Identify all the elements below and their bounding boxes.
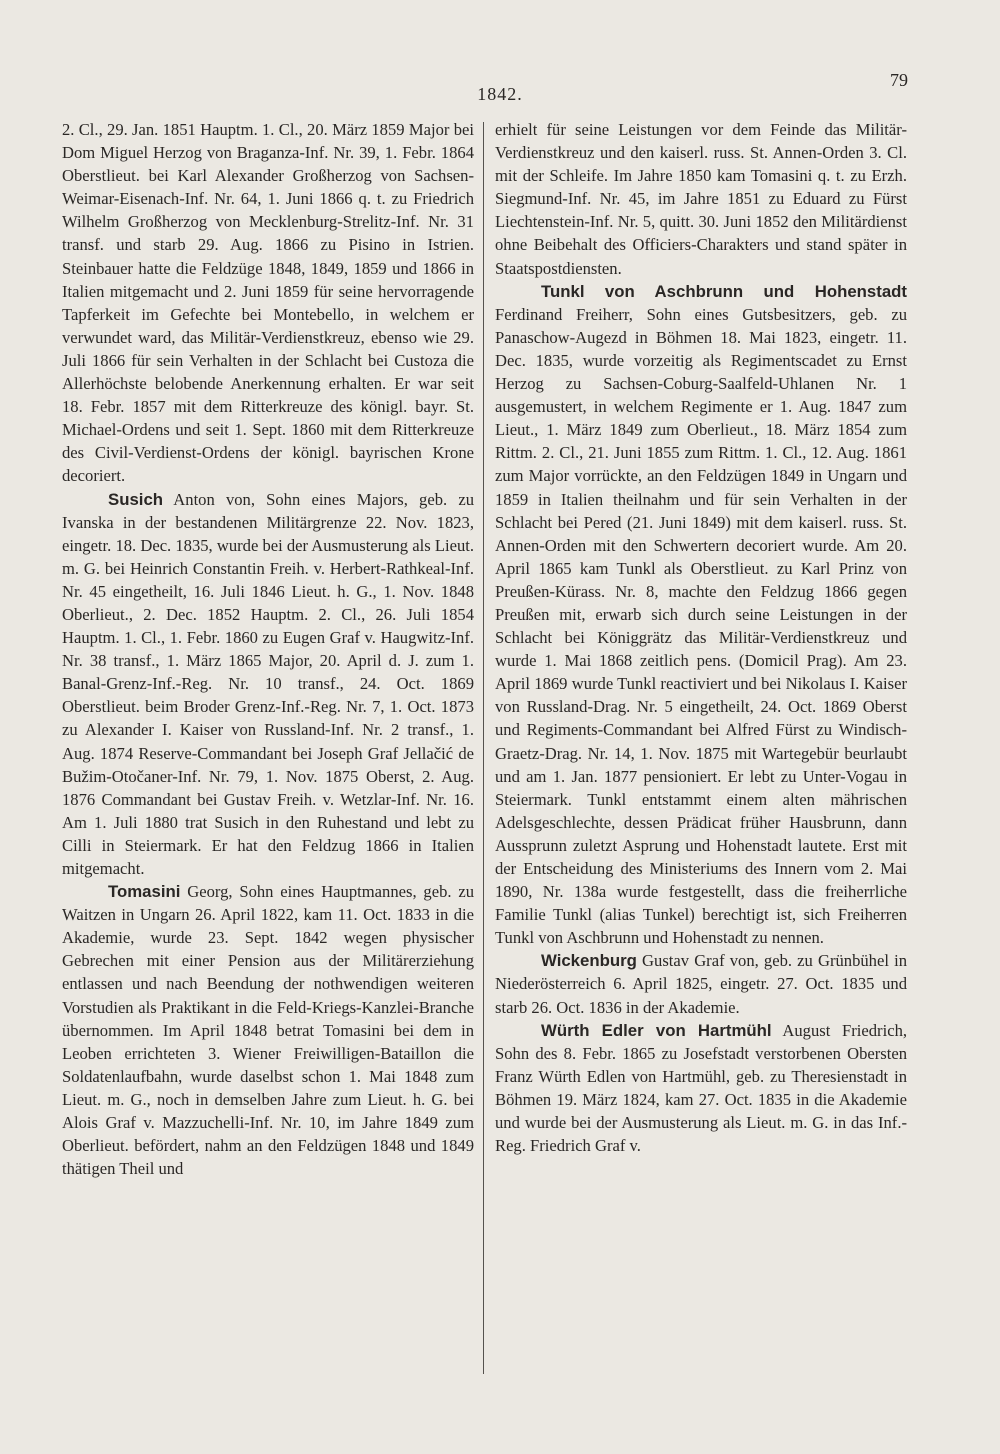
entry-name: Tomasini	[108, 882, 181, 902]
entry-name: Susich	[108, 489, 164, 509]
entry-tomasini	[62, 880, 474, 1180]
entry-name: Tunkl von Aschbrunn und Hohenstadt	[541, 281, 907, 301]
entry-wurth	[495, 1019, 907, 1158]
column-divider	[483, 122, 484, 1374]
entry-text: Anton von, Sohn eines Majors, geb. zu Ivanska in der bestandenen Militärgrenze 22. Nov. 1823, eingetr. 18. Dec. 1835, wurde bei der Ausmusterung als Lieut. m. G. bei Heinrich Constantin Freih. v. Herbert-Rathkeal-Inf. Nr. 45 eingetheilt, 16. Juli 1846 Lieut. h. G., 1. Nov. 1848 Oberlieut., 2. Dec. 1852 Hauptm. 2. Cl., 26. Juli 1854 Hauptm. 1. Cl., 1. Febr. 1860 zu Eugen Graf v. Haugwitz-Inf. Nr. 38 transf., 1. März 1865 Major, 20. April d. J. zum 1. Banal-Grenz-Inf.-Reg. Nr. 10 transf., 24. Oct. 1869 Oberstlieut. beim Broder Grenz-Inf.-Reg. Nr. 7, 1. Oct. 1873 zu Alexander I. Kaiser von Russland-Inf. Nr. 2 transf., 1. Aug. 1874 Reserve-Commandant bei Joseph Graf Jellačić de Bužim-Otočaner-Inf. Nr. 79, 1. Nov. 1875 Oberst, 2. Aug. 1876 Commandant bei Gustav Freih. v. Wetzlar-Inf. Nr. 16. Am 1. Juli 1880 trat Susich in den Ruhestand und lebt zu Cilli in Steiermark. Er hat den Feldzug 1866 in Italien mitgemacht.	[62, 489, 474, 878]
entry-name: Wickenburg	[541, 951, 637, 971]
page-year-heading: 1842.	[477, 84, 523, 104]
entry-text: Ferdinand Freiherr, Sohn eines Gutsbesitzers, geb. zu Panaschow-Augezd in Böhmen 18. Mai 1823, eingetr. 11. Dec. 1835, wurde vorzeitig als Regimentscadet zu Ernst Herzog zu Sachsen-Coburg-Saalfeld-Uhlanen Nr. 1 ausgemustert, in welchem Regimente er 1. Aug. 1847 zum Lieut., 1. März 1849 zum Oberlieut., 18. März 1854 zum Rittm. 2. Cl., 21. Juni 1855 zum Rittm. 1. Cl., 12. Aug. 1861 zum Major vorrückte, an den Feldzügen 1849 in Ungarn und 1859 in Italien theilnahm und für sein Verhalten in der Schlacht bei Pered (21. Juni 1849) mit dem kaiserl. russ. St. Annen-Orden mit den Schwertern decoriert wurde. Am 20. April 1865 kam Tunkl als Oberstlieut. zu Karl Prinz von Preußen-Kürass. Nr. 8, machte den Feldzug 1866 gegen Preußen mit, erwarb sich durch seine Leistungen in der Schlacht bei Königgrätz das Militär-Verdienstkreuz und wurde 1. Mai 1868 zeitlich pens. (Domicil Prag). Am 23. April 1869 wurde Tunkl reactiviert und bei Nikolaus I. Kaiser von Russland-Drag. Nr. 5 eingetheilt, 24. Oct. 1869 Oberst und Regiments-Commandant bei Alfred Fürst zu Windisch-Graetz-Drag. Nr. 14, 1. Nov. 1875 mit Wartegebür beurlaubt und am 1. Jan. 1877 pensioniert. Er lebt zu Unter-Vogau in Steiermark. Tunkl entstammt einem alten mährischen Adelsgeschlechte, dessen Prädicat früher Hausbrunn, dann Aussprunn zuletzt Asprung und Hohenstadt lautete. Erst mit der Entscheidung des Ministeriums des Innern vom 2. Mai 1890, Nr. 138a wurde festgestellt, dass die freiherrliche Familie Tunkl (alias Tunkel) berechtigt ist, sich Freiherren Tunkl von Aschbrunn und Hohenstadt zu nennen.	[495, 304, 907, 948]
right-column	[495, 118, 907, 1157]
entry-text: Georg, Sohn eines Hauptmannes, geb. zu Waitzen in Ungarn 26. April 1822, kam 11. Oct. 1833 in die Akademie, wurde 23. Sept. 1842 wegen physischer Gebrechen mit einer Pension aus der Militärerziehung entlassen und nach Beendung der nothwendigen weiteren Vorstudien als Praktikant in die Feld-Kriegs-Kanzlei-Branche übernommen. Im April 1848 betrat Tomasini bei dem in Leoben errichteten 3. Wiener Freiwilligen-Bataillon die Soldatenlaufbahn, wurde daselbst schon 1. Mai 1848 zum Lieut. m. G., noch in demselben Jahre zum Lieut. h. G. bei Alois Graf v. Mazzuchelli-Inf. Nr. 10, im Jahre 1849 zum Oberlieut. befördert, nahm an den Feldzügen 1848 und 1849 thätigen Theil und	[62, 882, 474, 1179]
entry-text: August Friedrich, Sohn des 8. Febr. 1865 zu Josefstadt verstorbenen Obersten Franz Würth Edlen von Hartmühl, geb. zu Theresienstadt in Böhmen 19. März 1824, kam 27. Oct. 1835 in die Akademie und wurde bei der Ausmusterung als Lieut. m. G. in das Inf.-Reg. Friedrich Graf v.	[495, 1020, 908, 1156]
entry-wickenburg	[495, 949, 907, 1018]
left-column	[62, 118, 474, 1180]
entry-text: Gustav Graf von, geb. zu Grünbühel in Niederösterreich 6. April 1825, eingetr. 27. Oct. 1835 und starb 26. Oct. 1836 in der Akademie.	[495, 951, 907, 1017]
entry-continuation-steinbauer: 2. Cl., 29. Jan. 1851 Hauptm. 1. Cl., 20. März 1859 Major bei Dom Miguel Herzog von Braganza-Inf. Nr. 39, 1. Febr. 1864 Oberstlieut. bei Karl Alexander Großherzog von Sachsen-Weimar-Eisenach-Inf. Nr. 64, 1. Juni 1866 q. t. zu Friedrich Wilhelm Großherzog von Mecklenburg-Strelitz-Inf. Nr. 31 transf. und starb 29. Aug. 1866 zu Pisino in Istrien. Steinbauer hatte die Feldzüge 1848, 1849, 1859 und 1866 in Italien mitgemacht und 2. Juni 1859 für seine hervorragende Tapferkeit im Gefechte bei Montebello, in welchem er verwundet ward, das Militär-Verdienstkreuz, ebenso wie 29. Juli 1866 für sein Verhalten in der Schlacht bei Custoza die Allerhöchste belobende Anerkennung erhalten. Er war seit 18. Febr. 1857 mit dem Ritterkreuze des königl. bayr. St. Michael-Ordens und seit 1. Sept. 1860 mit dem Ritterkreuze des Civil-Verdienst-Ordens der königl. bayrischen Krone decoriert.	[62, 120, 474, 486]
entry-susich	[62, 488, 474, 881]
entry-continuation-tomasini: erhielt für seine Leistungen vor dem Feinde das Militär-Verdienstkreuz und den kaiserl. russ. St. Annen-Orden 3. Cl. mit der Schleife. Im Jahre 1850 kam Tomasini q. t. zu Erzh. Siegmund-Inf. Nr. 45, im Jahre 1851 zu Eduard zu Fürst Liechtenstein-Inf. Nr. 5, quitt. 30. Juni 1852 den Militärdienst ohne Beibehalt des Officiers-Charakters und stand später in Staatspostdiensten.	[495, 120, 907, 278]
entry-tunkl	[495, 280, 907, 950]
entry-name: Würth Edler von Hartmühl	[541, 1020, 772, 1040]
page-number: 79	[890, 70, 908, 90]
